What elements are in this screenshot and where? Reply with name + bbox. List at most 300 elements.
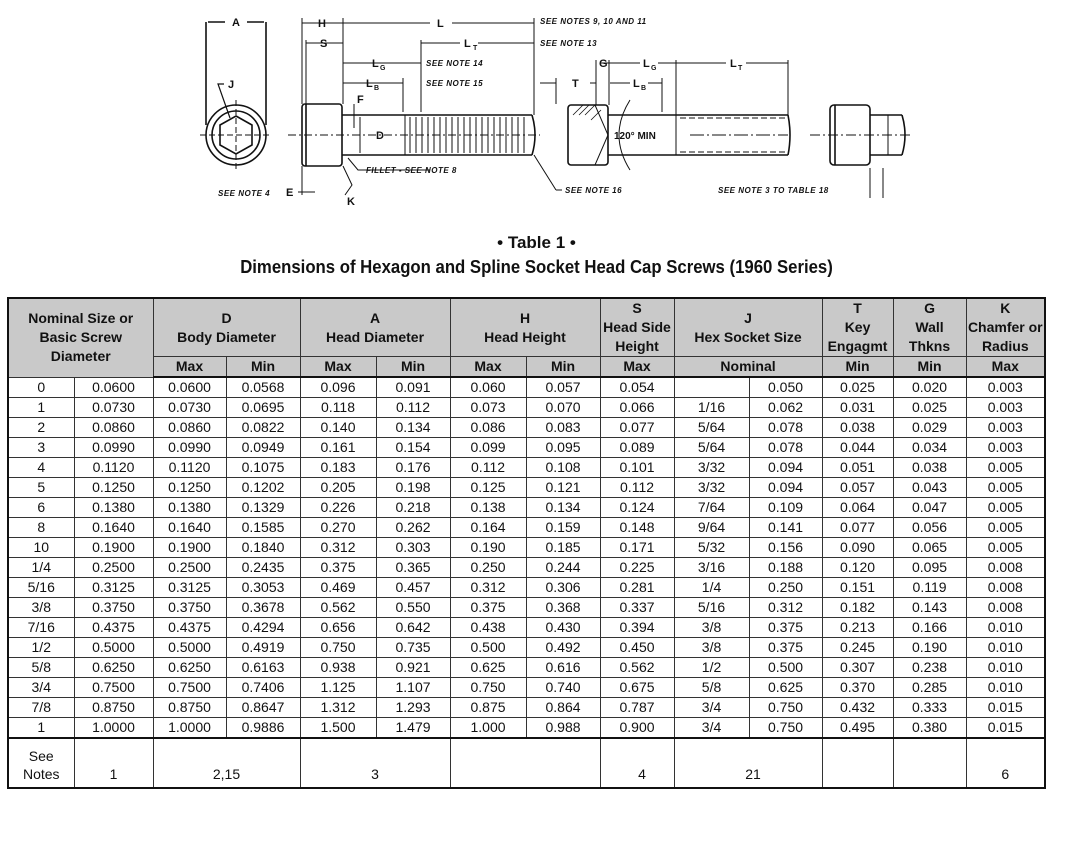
cell-G-min: 0.020 (893, 377, 966, 398)
cell-K-max: 0.003 (966, 438, 1045, 458)
cell-nominal-size: 6 (8, 498, 74, 518)
cell-A-max: 0.226 (300, 498, 376, 518)
cell-J-fraction: 7/64 (674, 498, 749, 518)
cell-J-fraction: 1/2 (674, 658, 749, 678)
cell-A-min: 0.134 (376, 418, 450, 438)
cell-S-max: 0.337 (600, 598, 674, 618)
cell-A-min: 0.457 (376, 578, 450, 598)
drawing-svg (190, 0, 920, 215)
cell-T-min: 0.120 (822, 558, 893, 578)
see-notes-label-line2: Notes (22, 766, 60, 782)
cell-J-fraction: 5/64 (674, 418, 749, 438)
cell-D-max: 0.6250 (153, 658, 226, 678)
cell-A-max: 0.205 (300, 478, 376, 498)
cell-D-min: 0.1202 (226, 478, 300, 498)
table-row (8, 658, 1045, 678)
cell-basic-diameter: 0.0600 (74, 377, 153, 398)
cell-T-min: 0.090 (822, 538, 893, 558)
cell-D-min: 0.2435 (226, 558, 300, 578)
cell-basic-diameter: 0.4375 (74, 618, 153, 638)
cell-H-min: 0.108 (526, 458, 600, 478)
header-S-symbol: S (632, 300, 642, 316)
header-nominal-size (8, 298, 153, 377)
header-D-symbol: D (221, 309, 232, 326)
cell-A-min: 0.262 (376, 518, 450, 538)
header-J-symbol: J (744, 309, 752, 326)
dim-label-L: L (437, 18, 444, 30)
cell-basic-diameter: 0.1250 (74, 478, 153, 498)
cell-H-min: 0.121 (526, 478, 600, 498)
header-T-symbol: T (853, 300, 862, 316)
cell-basic-diameter: 0.3750 (74, 598, 153, 618)
note-4: SEE NOTE 4 (218, 189, 271, 198)
dim-label-D: D (376, 130, 384, 142)
cell-J-fraction (674, 377, 749, 398)
header-row (8, 298, 1045, 357)
cell-J-fraction: 3/4 (674, 698, 749, 718)
cell-S-max: 0.281 (600, 578, 674, 598)
cell-A-min: 1.107 (376, 678, 450, 698)
notes-J: 21 (674, 738, 822, 788)
cell-J-nominal: 0.078 (749, 418, 822, 438)
table-row (8, 418, 1045, 438)
header-T-name2: Engagmt (827, 338, 888, 354)
header-K-symbol: K (1000, 300, 1011, 316)
cell-A-max: 0.140 (300, 418, 376, 438)
cell-D-min: 0.7406 (226, 678, 300, 698)
table-row (8, 578, 1045, 598)
dim-label-K: K (347, 196, 355, 208)
cell-H-max: 0.438 (450, 618, 526, 638)
notes-S: 4 (600, 738, 674, 788)
cell-D-max: 0.1120 (153, 458, 226, 478)
subheader-T-min: Min (822, 357, 893, 378)
cell-H-max: 0.125 (450, 478, 526, 498)
cell-J-nominal: 0.050 (749, 377, 822, 398)
dim-label-LG-sub: G (380, 65, 386, 72)
cell-K-max: 0.010 (966, 618, 1045, 638)
table-row (8, 478, 1045, 498)
cell-D-max: 0.5000 (153, 638, 226, 658)
cell-S-max: 0.124 (600, 498, 674, 518)
cell-K-max: 0.008 (966, 578, 1045, 598)
cell-A-max: 1.500 (300, 718, 376, 739)
cell-H-max: 0.375 (450, 598, 526, 618)
cell-H-max: 0.312 (450, 578, 526, 598)
notes-G (893, 738, 966, 788)
cell-G-min: 0.065 (893, 538, 966, 558)
note-16: SEE NOTE 16 (565, 186, 623, 195)
header-head-diameter (300, 298, 450, 357)
cell-H-max: 0.190 (450, 538, 526, 558)
cell-nominal-size: 7/16 (8, 618, 74, 638)
cell-D-max: 0.1250 (153, 478, 226, 498)
cell-nominal-size: 2 (8, 418, 74, 438)
cell-J-nominal: 0.750 (749, 718, 822, 739)
cell-T-min: 0.182 (822, 598, 893, 618)
header-nominal-line3: Diameter (50, 348, 111, 365)
dim-label-LB-sub: B (374, 85, 380, 92)
cell-nominal-size: 1/2 (8, 638, 74, 658)
cell-D-max: 0.1640 (153, 518, 226, 538)
cell-D-min: 0.6163 (226, 658, 300, 678)
note-9-10-11: SEE NOTES 9, 10 AND 11 (540, 17, 647, 26)
cell-G-min: 0.166 (893, 618, 966, 638)
cell-S-max: 0.112 (600, 478, 674, 498)
cell-J-fraction: 5/16 (674, 598, 749, 618)
cell-T-min: 0.038 (822, 418, 893, 438)
cell-K-max: 0.008 (966, 598, 1045, 618)
cell-T-min: 0.432 (822, 698, 893, 718)
cell-G-min: 0.143 (893, 598, 966, 618)
cell-J-fraction: 3/4 (674, 718, 749, 739)
cell-D-min: 0.1329 (226, 498, 300, 518)
header-key-engagement (822, 298, 893, 357)
header-G-name1: Wall (915, 319, 944, 335)
cell-H-max: 0.073 (450, 398, 526, 418)
header-S-name2: Height (615, 338, 659, 354)
cell-G-min: 0.047 (893, 498, 966, 518)
cell-D-min: 0.9886 (226, 718, 300, 739)
cell-A-max: 0.938 (300, 658, 376, 678)
cell-J-nominal: 0.250 (749, 578, 822, 598)
cell-J-nominal: 0.094 (749, 478, 822, 498)
dim-label-LB-2: L (633, 78, 640, 90)
cell-T-min: 0.044 (822, 438, 893, 458)
cell-A-min: 0.112 (376, 398, 450, 418)
cell-J-fraction: 9/64 (674, 518, 749, 538)
cell-basic-diameter: 0.0730 (74, 398, 153, 418)
cell-S-max: 0.394 (600, 618, 674, 638)
notes-K: 6 (966, 738, 1045, 788)
cell-nominal-size: 1 (8, 398, 74, 418)
cell-H-min: 0.988 (526, 718, 600, 739)
cell-G-min: 0.034 (893, 438, 966, 458)
cell-J-fraction: 3/8 (674, 638, 749, 658)
header-D-name: Body Diameter (177, 328, 276, 345)
notes-A: 3 (300, 738, 450, 788)
cell-S-max: 0.054 (600, 377, 674, 398)
dim-label-J: J (228, 79, 235, 91)
cell-H-max: 0.875 (450, 698, 526, 718)
cell-H-max: 0.138 (450, 498, 526, 518)
cell-S-max: 0.171 (600, 538, 674, 558)
dim-label-G: G (599, 58, 608, 70)
cell-D-min: 0.0695 (226, 398, 300, 418)
cell-A-min: 0.642 (376, 618, 450, 638)
cell-nominal-size: 3 (8, 438, 74, 458)
cell-D-min: 0.8647 (226, 698, 300, 718)
cell-J-nominal: 0.625 (749, 678, 822, 698)
cell-G-min: 0.238 (893, 658, 966, 678)
cell-S-max: 0.148 (600, 518, 674, 538)
cell-D-max: 0.3125 (153, 578, 226, 598)
cell-A-max: 0.312 (300, 538, 376, 558)
cell-D-min: 0.3678 (226, 598, 300, 618)
cell-G-min: 0.380 (893, 718, 966, 739)
cell-D-max: 0.0990 (153, 438, 226, 458)
cell-D-min: 0.4294 (226, 618, 300, 638)
cell-G-min: 0.190 (893, 638, 966, 658)
header-hex-socket-size (674, 298, 822, 357)
cell-basic-diameter: 0.6250 (74, 658, 153, 678)
header-J-name: Hex Socket Size (694, 328, 802, 345)
dim-label-S: S (320, 38, 328, 50)
cell-A-max: 0.375 (300, 558, 376, 578)
cell-basic-diameter: 0.2500 (74, 558, 153, 578)
table-row (8, 518, 1045, 538)
cell-D-max: 0.0730 (153, 398, 226, 418)
cell-D-max: 0.8750 (153, 698, 226, 718)
table-number: • Table 1 • (497, 233, 576, 252)
cell-S-max: 0.225 (600, 558, 674, 578)
cell-H-max: 0.099 (450, 438, 526, 458)
cell-H-max: 0.164 (450, 518, 526, 538)
cell-G-min: 0.119 (893, 578, 966, 598)
cell-nominal-size: 4 (8, 458, 74, 478)
cell-H-min: 0.185 (526, 538, 600, 558)
cell-J-nominal: 0.375 (749, 618, 822, 638)
cell-nominal-size: 3/4 (8, 678, 74, 698)
cell-H-min: 0.134 (526, 498, 600, 518)
subheader-D-min: Min (226, 357, 300, 378)
dim-label-F: F (357, 94, 364, 106)
dim-label-H: H (318, 18, 326, 30)
cell-D-max: 0.0860 (153, 418, 226, 438)
cell-G-min: 0.029 (893, 418, 966, 438)
cell-basic-diameter: 0.1640 (74, 518, 153, 538)
cell-A-max: 0.562 (300, 598, 376, 618)
table-row (8, 698, 1045, 718)
table-row (8, 618, 1045, 638)
cell-A-max: 0.183 (300, 458, 376, 478)
cell-S-max: 0.900 (600, 718, 674, 739)
cell-J-nominal: 0.109 (749, 498, 822, 518)
cell-J-fraction: 5/8 (674, 678, 749, 698)
cell-D-max: 0.3750 (153, 598, 226, 618)
cell-A-max: 1.312 (300, 698, 376, 718)
cell-D-max: 0.7500 (153, 678, 226, 698)
header-chamfer-radius (966, 298, 1045, 357)
cell-H-max: 0.500 (450, 638, 526, 658)
cell-H-min: 0.070 (526, 398, 600, 418)
cell-J-nominal: 0.094 (749, 458, 822, 478)
cell-K-max: 0.003 (966, 398, 1045, 418)
cell-H-min: 0.159 (526, 518, 600, 538)
cell-H-max: 0.086 (450, 418, 526, 438)
cell-nominal-size: 5/16 (8, 578, 74, 598)
cell-K-max: 0.015 (966, 698, 1045, 718)
cell-J-fraction: 1/16 (674, 398, 749, 418)
cell-A-max: 0.750 (300, 638, 376, 658)
header-wall-thickness (893, 298, 966, 357)
cell-A-min: 0.198 (376, 478, 450, 498)
cell-H-min: 0.244 (526, 558, 600, 578)
notes-H (450, 738, 600, 788)
cell-A-min: 0.154 (376, 438, 450, 458)
subheader-D-max: Max (153, 357, 226, 378)
cell-K-max: 0.005 (966, 538, 1045, 558)
table-row (8, 678, 1045, 698)
cell-D-min: 0.3053 (226, 578, 300, 598)
table-row (8, 438, 1045, 458)
cell-D-min: 0.1585 (226, 518, 300, 538)
cell-J-fraction: 3/16 (674, 558, 749, 578)
cell-A-min: 0.303 (376, 538, 450, 558)
dim-label-T: T (572, 78, 579, 90)
cell-D-max: 0.2500 (153, 558, 226, 578)
subheader-H-max: Max (450, 357, 526, 378)
cell-nominal-size: 7/8 (8, 698, 74, 718)
cell-H-max: 0.250 (450, 558, 526, 578)
cell-T-min: 0.077 (822, 518, 893, 538)
cell-H-max: 0.060 (450, 377, 526, 398)
table-row (8, 377, 1045, 398)
cell-K-max: 0.005 (966, 498, 1045, 518)
cell-H-min: 0.306 (526, 578, 600, 598)
note-fillet: FILLET - SEE NOTE 8 (366, 166, 457, 175)
table-row (8, 398, 1045, 418)
cell-K-max: 0.008 (966, 558, 1045, 578)
table-row (8, 558, 1045, 578)
cell-S-max: 0.077 (600, 418, 674, 438)
dim-label-LT-2: L (730, 58, 737, 70)
subheader-S-max: Max (600, 357, 674, 378)
cell-D-min: 0.0949 (226, 438, 300, 458)
header-H-symbol: H (519, 309, 531, 326)
cell-A-max: 0.469 (300, 578, 376, 598)
header-K-name2: Radius (981, 338, 1029, 354)
table-title: Dimensions of Hexagon and Spline Socket Head Cap Screws (1960 Series) (240, 257, 833, 277)
table-row (8, 638, 1045, 658)
dim-label-LT-sub: T (473, 45, 478, 52)
angle-label: 120° MIN (614, 131, 656, 142)
table-row (8, 718, 1045, 739)
header-K-name1: Chamfer or (967, 319, 1043, 335)
header-S-name1: Head Side (603, 319, 671, 335)
cell-H-min: 0.057 (526, 377, 600, 398)
cell-T-min: 0.051 (822, 458, 893, 478)
dim-label-LT: L (464, 38, 471, 50)
notes-T (822, 738, 893, 788)
header-head-side-height (600, 298, 674, 357)
cell-G-min: 0.333 (893, 698, 966, 718)
cell-nominal-size: 8 (8, 518, 74, 538)
cell-D-max: 0.1900 (153, 538, 226, 558)
cell-J-fraction: 5/64 (674, 438, 749, 458)
table-row (8, 498, 1045, 518)
header-body-diameter (153, 298, 300, 357)
cell-A-min: 0.921 (376, 658, 450, 678)
cell-H-max: 1.000 (450, 718, 526, 739)
subheader-A-min: Min (376, 357, 450, 378)
header-nominal-line1: Nominal Size or (28, 310, 134, 327)
cell-nominal-size: 0 (8, 377, 74, 398)
table-row (8, 538, 1045, 558)
cell-G-min: 0.285 (893, 678, 966, 698)
cell-G-min: 0.095 (893, 558, 966, 578)
notes-D: 2,15 (153, 738, 300, 788)
cell-A-min: 0.365 (376, 558, 450, 578)
cell-J-nominal: 0.312 (749, 598, 822, 618)
cell-S-max: 0.089 (600, 438, 674, 458)
cell-basic-diameter: 0.8750 (74, 698, 153, 718)
cell-K-max: 0.010 (966, 638, 1045, 658)
subheader-K-max: Max (966, 357, 1045, 378)
cell-S-max: 0.066 (600, 398, 674, 418)
cell-H-min: 0.616 (526, 658, 600, 678)
dim-label-LT-2-sub: T (738, 65, 743, 72)
cell-A-min: 0.218 (376, 498, 450, 518)
cell-D-max: 0.0600 (153, 377, 226, 398)
subheader-A-max: Max (300, 357, 376, 378)
header-H-name: Head Height (484, 328, 566, 345)
screw-dimension-drawing (190, 0, 920, 215)
cell-K-max: 0.005 (966, 518, 1045, 538)
cell-A-min: 1.293 (376, 698, 450, 718)
note-14: SEE NOTE 14 (426, 59, 484, 68)
cell-S-max: 0.101 (600, 458, 674, 478)
dim-label-LG-2: L (643, 58, 650, 70)
dim-label-LG-2-sub: G (651, 65, 657, 72)
cell-T-min: 0.495 (822, 718, 893, 739)
cell-K-max: 0.010 (966, 678, 1045, 698)
cell-basic-diameter: 0.1900 (74, 538, 153, 558)
cell-S-max: 0.562 (600, 658, 674, 678)
cell-J-nominal: 0.062 (749, 398, 822, 418)
cell-J-fraction: 5/32 (674, 538, 749, 558)
cell-T-min: 0.064 (822, 498, 893, 518)
cell-D-max: 0.4375 (153, 618, 226, 638)
cell-T-min: 0.307 (822, 658, 893, 678)
cell-A-max: 1.125 (300, 678, 376, 698)
cell-basic-diameter: 0.1120 (74, 458, 153, 478)
cell-basic-diameter: 0.0860 (74, 418, 153, 438)
cell-A-min: 0.550 (376, 598, 450, 618)
cell-K-max: 0.003 (966, 377, 1045, 398)
table-row (8, 458, 1045, 478)
cell-K-max: 0.005 (966, 478, 1045, 498)
cell-J-nominal: 0.375 (749, 638, 822, 658)
cell-D-min: 0.0568 (226, 377, 300, 398)
cell-A-max: 0.096 (300, 377, 376, 398)
cell-G-min: 0.056 (893, 518, 966, 538)
header-G-name2: Thkns (908, 338, 951, 354)
cell-J-nominal: 0.750 (749, 698, 822, 718)
cell-T-min: 0.025 (822, 377, 893, 398)
cell-T-min: 0.370 (822, 678, 893, 698)
cell-D-min: 0.0822 (226, 418, 300, 438)
cell-basic-diameter: 0.1380 (74, 498, 153, 518)
note-13: SEE NOTE 13 (540, 39, 598, 48)
cell-D-max: 0.1380 (153, 498, 226, 518)
subheader-row (8, 357, 1045, 378)
cell-H-min: 0.083 (526, 418, 600, 438)
dimensions-table (7, 297, 1046, 789)
cell-nominal-size: 3/8 (8, 598, 74, 618)
dim-label-LG: L (372, 58, 379, 70)
cell-J-nominal: 0.078 (749, 438, 822, 458)
header-G-symbol: G (924, 300, 935, 316)
cell-K-max: 0.003 (966, 418, 1045, 438)
dim-label-E: E (286, 187, 294, 199)
see-notes-row (8, 738, 1045, 788)
header-nominal-line2: Basic Screw (39, 329, 122, 346)
cell-G-min: 0.025 (893, 398, 966, 418)
cell-T-min: 0.057 (822, 478, 893, 498)
table-body (8, 377, 1045, 738)
cell-J-nominal: 0.500 (749, 658, 822, 678)
